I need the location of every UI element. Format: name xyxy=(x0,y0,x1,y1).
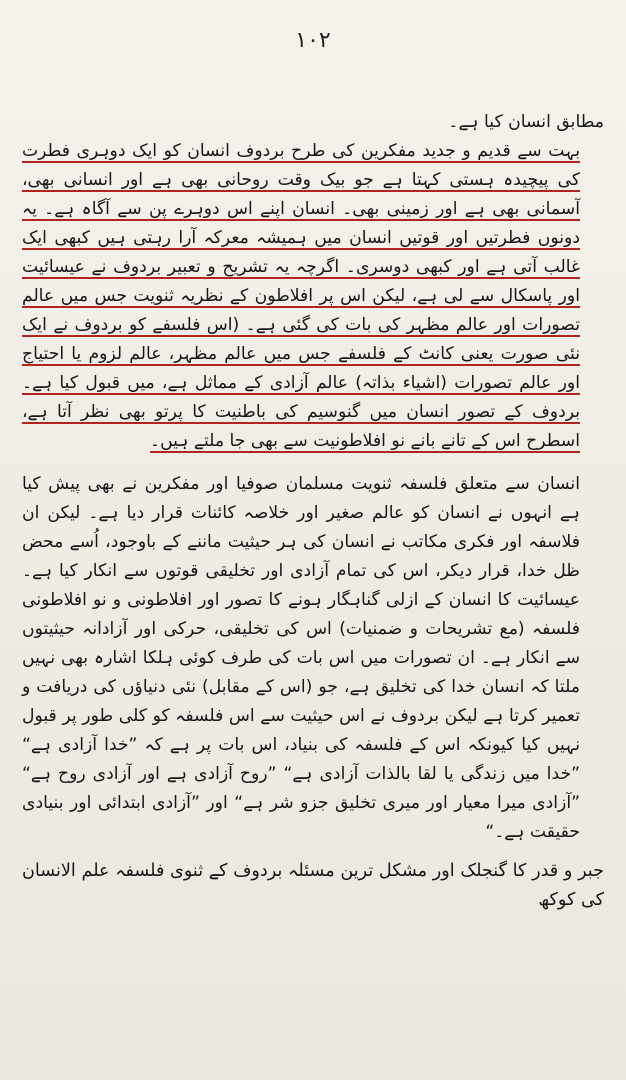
paragraph-3: جبر و قدر کا گنجلک اور مشکل ترین مسئلہ بردوف کے ثنوی فلسفہ علم الانسان کی کوکھ xyxy=(22,861,604,910)
opening-line: مطابق انسان کیا ہے۔ xyxy=(448,112,604,132)
page-body xyxy=(22,108,604,915)
paragraph-2: انسان سے متعلق فلسفہ ثنویت مسلمان صوفیا اور مفکرین نے بھی پیش کیا ہے انہوں نے انسان کو عالم صغیر اور خلاصہ کائنات قرار دیا ہے۔ لیکن ان فلاسفہ اور فکری مکاتب نے انسان کی ہر حیثیت ماننے کے باوجود، اُسے محض ظل خدا، قرار دیکر، اس کی تمام آزادی اور تخلیقی قوتوں سے انکار کیا ہے۔ عیسائیت کا انسان کے ازلی گناہگار ہونے کا تصور اور افلاطونی و نو افلاطونی فلسفہ (مع تشریحات و ضمنیات) اس کی تخلیقی، حرکی اور آزادانہ حیثیتوں سے انکار ہے۔ ان تصورات میں اس بات کی طرف کوئی ہلکا اشارہ بھی نہیں ملتا کہ انسان خدا کی تخلیق ہے، جو (اس کے مقابل) نئی دنیاؤں کی دریافت و تعمیر کرتا ہے لیکن بردوف نے اس حیثیت سے اس فلسفہ کو کلی طور پر قبول نہیں کیا کیونکہ اس کے فلسفہ کی بنیاد، اس بات پر ہے کہ ”خدا آزادی ہے“ ”خدا میں زندگی یا لقا بالذات آزادی ہے“ ”روح آزادی ہے اور آزادی روح ہے“ ”آزادی میرا معیار اور میری تخلیق جزو شر ہے“ اور ”آزادی ابتدائی اور بنیادی حقیقت ہے۔“ xyxy=(22,474,580,842)
page-number: ١٠٢ xyxy=(295,28,331,53)
paragraph-1: بہت سے قدیم و جدید مفکرین کی طرح بردوف انسان کو ایک دوہری فطرت کی پیچیدہ ہستی کہتا ہے جو بیک وقت روحانی بھی ہے اور انسانی بھی، آسمانی بھی ہے اور زمینی بھی۔ انسان اپنے اس دوہرے پن سے آگاہ ہے۔ یہ دونوں فطرتیں اور قوتیں انسان میں ہمیشہ معرکہ آرا رہتی ہیں کبھی ایک غالب آتی ہے اور کبھی دوسری۔ اگرچہ یہ تشریح و تعبیر بردوف نے عیسائیت اور پاسکال سے لی ہے، لیکن اس پر افلاطون کے نظریہ ثنویت جس میں عالم تصورات اور عالم مظہر کی بات کی گئی ہے۔ (اس فلسفے کو بردوف نے ایک نئی صورت یعنی کانٹ کے فلسفے جس میں عالم مظہر، عالم لزوم یا احتیاج اور عالم تصورات (اشیاء بذاتہ) عالم آزادی کے مماثل ہے، میں قبول کیا ہے۔ بردوف کے تصور انسان میں گنوسیم کی باطنیت کا پرتو بھی نظر آتا ہے، اسطرح اس کے تانے بانے نو افلاطونیت سے بھی جا ملتے ہیں۔ xyxy=(22,141,580,451)
